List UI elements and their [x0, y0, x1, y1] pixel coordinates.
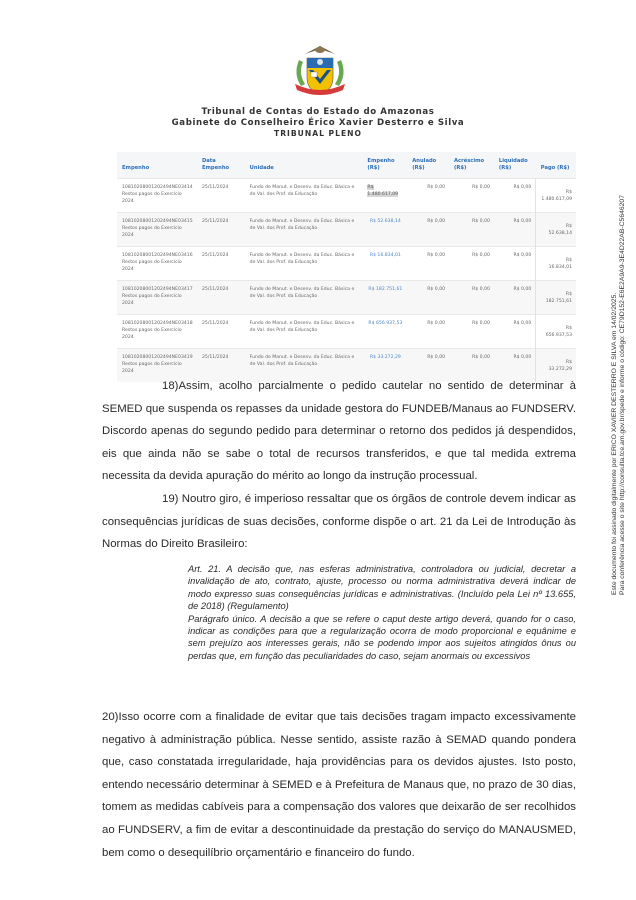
- cell-liquidado: R$ 0,00: [494, 179, 536, 213]
- cell-acrescimo: R$ 0,00: [449, 247, 494, 281]
- cell-data: 25/11/2024: [197, 213, 245, 247]
- cell-valor[interactable]: R$ 52.638,14: [362, 213, 407, 247]
- cell-pago: R$ 52.638,14: [536, 213, 576, 247]
- empenho-description: Restos pagos do Exercício 2024: [122, 293, 182, 306]
- cell-valor[interactable]: R$ 656.937,53: [362, 315, 407, 349]
- cell-anulado: R$ 0,00: [407, 281, 449, 315]
- paragraph-19: 19) Noutro giro, é imperioso ressaltar que os órgãos de controle devem indicar as consequências jurídicas de suas decisões, conforme dispõe o art. 21 da Lei de Introdução às Normas do Direito Brasileiro:: [102, 493, 576, 551]
- cell-empenho: [117, 315, 197, 349]
- cell-acrescimo: R$ 0,00: [449, 315, 494, 349]
- cell-unidade: Fundo de Manut. e Desenv. da Educ. Básica e de Val. dos Prof. da Educação: [245, 247, 363, 281]
- digital-signature-notice: Este documento foi assinado digitalmente por ERICO XAVIER DESTERRO E SILVA em 14/02/2025.: [611, 292, 618, 595]
- cell-data: 25/11/2024: [197, 247, 245, 281]
- cell-unidade: Fundo de Manut. e Desenv. da Educ. Básica e de Val. dos Prof. da Educação: [245, 349, 363, 383]
- cell-anulado: R$ 0,00: [407, 213, 449, 247]
- cell-anulado: R$ 0,00: [407, 247, 449, 281]
- cell-acrescimo: R$ 0,00: [449, 281, 494, 315]
- cell-pago: R$ 1.480.617,09: [536, 179, 576, 213]
- col-header-data-empenho[interactable]: Data Empenho: [197, 152, 245, 179]
- col-header-anulado[interactable]: Anulado (R$): [407, 152, 449, 179]
- empenho-number: 10810208001202494NE03414: [122, 185, 193, 190]
- cell-empenho: [117, 179, 197, 213]
- col-header-pago[interactable]: Pago (R$): [536, 152, 576, 179]
- cell-data: 25/11/2024: [197, 315, 245, 349]
- cell-pago: R$ 33.272,29: [536, 349, 576, 383]
- empenho-description: Restos pagos do Exercício 2024: [122, 259, 182, 272]
- highlighted-value: R$ 1.480.617,09: [367, 185, 399, 197]
- cell-valor[interactable]: R$ 33.272,29: [362, 349, 407, 383]
- empenho-number: 10810208001202494NE03417: [122, 287, 193, 292]
- cell-liquidado: R$ 0,00: [494, 349, 536, 383]
- empenho-description: Restos pagos do Exercício 2024: [122, 225, 182, 238]
- cell-valor[interactable]: R$ 16.834,01: [362, 247, 407, 281]
- cell-data: 25/11/2024: [197, 281, 245, 315]
- col-header-unidade[interactable]: Unidade: [245, 152, 363, 179]
- verification-notice: Para conferência acesse o site http://consulta.tce.am.gov.br/spede e informe o código: CE79D152-E6E2A9A9-3E4D22AB-C5646207: [619, 195, 626, 595]
- table-row: [117, 179, 576, 213]
- cell-pago: R$ 656.937,53: [536, 315, 576, 349]
- court-name: Tribunal de Contas do Estado do Amazonas: [201, 107, 435, 117]
- cell-liquidado: R$ 0,00: [494, 213, 536, 247]
- empenho-number: 10810208001202494NE03418: [122, 321, 193, 326]
- cell-anulado: R$ 0,00: [407, 179, 449, 213]
- empenho-description: Restos pagos do Exercício 2024: [122, 191, 182, 204]
- cell-liquidado: R$ 0,00: [494, 281, 536, 315]
- cell-unidade: Fundo de Manut. e Desenv. da Educ. Básica e de Val. dos Prof. da Educação: [245, 281, 363, 315]
- cell-acrescimo: R$ 0,00: [449, 213, 494, 247]
- empenho-description: Restos pagos do Exercício 2024: [122, 327, 182, 340]
- cell-anulado: R$ 0,00: [407, 315, 449, 349]
- cell-liquidado: R$ 0,00: [494, 247, 536, 281]
- cell-unidade: Fundo de Manut. e Desenv. da Educ. Básica e de Val. dos Prof. da Educação: [245, 179, 363, 213]
- cell-empenho: [117, 247, 197, 281]
- cell-pago: R$ 16.834,01: [536, 247, 576, 281]
- cell-empenho: [117, 213, 197, 247]
- col-header-liquidado[interactable]: Liquidado (R$): [494, 152, 536, 179]
- office-name: Gabinete do Conselheiro Érico Xavier Desterro e Silva: [171, 118, 465, 128]
- cell-data: 25/11/2024: [197, 349, 245, 383]
- quote-paragraph-text: Parágrafo único. A decisão a que se refere o caput deste artigo deverá, quando for o caso, indicar as condições para que a regularização ocorra de modo proporcional e equânime e sem prejuízo aos interesses gerais, não se podendo impor aos sujeitos atingidos ônus ou perdas que, em função das peculiaridades do caso, sejam anormais ou excessivos: [188, 613, 576, 661]
- plenary-name: TRIBUNAL PLENO: [274, 129, 362, 138]
- col-header-valor-empenho[interactable]: Empenho (R$): [362, 152, 407, 179]
- cell-empenho: [117, 281, 197, 315]
- legal-quote-art-21: [188, 563, 576, 662]
- col-header-empenho[interactable]: Empenho: [117, 152, 197, 179]
- paragraph-18: 18)Assim, acolho parcialmente o pedido cautelar no sentido de determinar à SEMED que suspenda os repasses da unidade gestora do FUNDEB/Manaus ao FUNDSERV. Discordo apenas do segundo pedido para determinar o retorno dos pedidos já despendidos, eis que ainda não se sabe o total de recursos transferidos, e que tal medida extrema necessita da devida apuração do mérito ao longo da instrução processual.: [102, 380, 576, 483]
- table-row: [117, 315, 576, 349]
- paragraph-20: 20)Isso ocorre com a finalidade de evitar que tais decisões tragam impacto excessivamente negativo à administração pública. Nesse sentido, assiste razão à SEMAD quando pondera que, caso constatada irregularidade, haja providências para os devidos ajustes. Isto posto, entendo necessário determinar à SEMED e à Prefeitura de Manaus que, no prazo de 30 dias, tomem as medidas cabíveis para a compensação dos valores que deixarão de ser recolhidos ao FUNDSERV, a fim de evitar a descontinuidade da prestação do serviço do MANAUSMED, bem como o desequilíbrio orçamentário e financeiro do fundo.: [102, 711, 576, 859]
- table-header-row: [117, 152, 576, 179]
- empenho-number: 10810208001202494NE03416: [122, 253, 193, 258]
- cell-unidade: Fundo de Manut. e Desenv. da Educ. Básica e de Val. dos Prof. da Educação: [245, 213, 363, 247]
- cell-acrescimo: R$ 0,00: [449, 349, 494, 383]
- cell-data: 25/11/2024: [197, 179, 245, 213]
- empenho-number: 10810208001202494NE03415: [122, 219, 193, 224]
- empenhos-table: [117, 152, 576, 382]
- cell-acrescimo: R$ 0,00: [449, 179, 494, 213]
- col-header-acrescimo[interactable]: Acréscimo (R$): [449, 152, 494, 179]
- quote-article-text: Art. 21. A decisão que, nas esferas administrativa, controladora ou judicial, decretar a invalidação de ato, contrato, ajuste, processo ou norma administrativa deverá indicar de modo expresso suas consequências jurídicas e administrativas. (Incluído pela Lei nº 13.655, de 2018) (Regulamento): [188, 564, 576, 612]
- empenho-description: Restos pagos do Exercício 2024: [122, 361, 182, 374]
- cell-unidade: Fundo de Manut. e Desenv. da Educ. Básica e de Val. dos Prof. da Educação: [245, 315, 363, 349]
- cell-pago: R$ 182.751,61: [536, 281, 576, 315]
- cell-liquidado: R$ 0,00: [494, 315, 536, 349]
- cell-anulado: R$ 0,00: [407, 349, 449, 383]
- table-row: [117, 247, 576, 281]
- table-row: [117, 281, 576, 315]
- coat-of-arms-logo: [285, 40, 355, 108]
- cell-valor[interactable]: R$ 182.751,61: [362, 281, 407, 315]
- table-row: [117, 213, 576, 247]
- empenho-number: 10810208001202494NE03419: [122, 355, 193, 360]
- cell-valor: [362, 179, 407, 213]
